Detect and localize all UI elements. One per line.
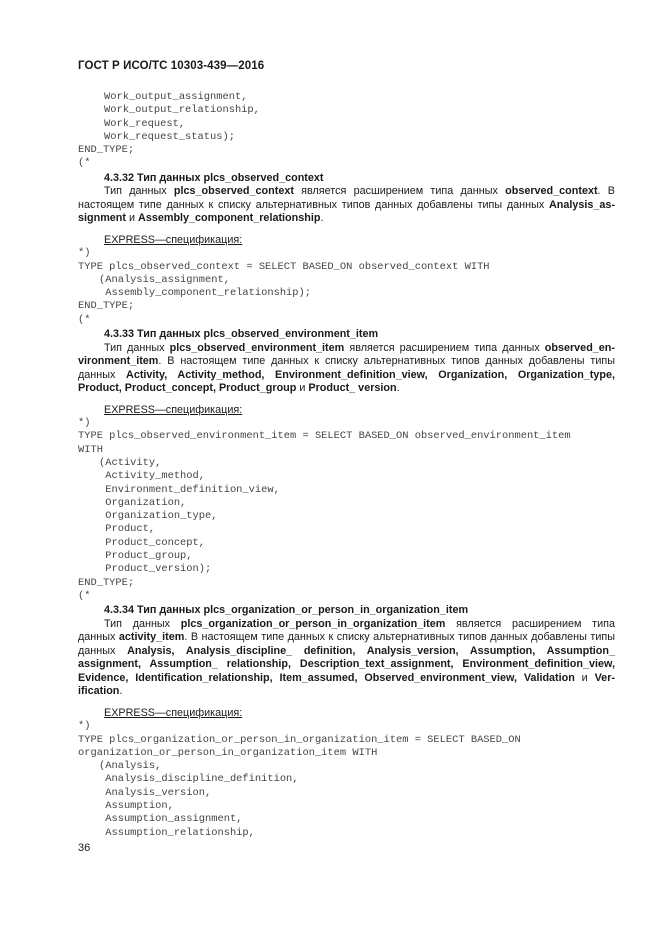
section-paragraph xyxy=(78,342,615,396)
text-run: и xyxy=(574,671,595,684)
code-line: (Activity, xyxy=(99,456,162,469)
bold-term: plcs_observed_context xyxy=(173,185,294,198)
text-run: Тип данных xyxy=(104,341,170,354)
code-line: Activity_method, xyxy=(99,470,206,483)
text-run: является расширением типа данных xyxy=(78,617,616,644)
code-line: Work_output_relationship, xyxy=(104,104,260,117)
bold-term: Product_ version xyxy=(308,382,397,395)
bold-term: Activity, Activity_method, Environment_definition_view, Organization, Organization_type, Product, Product_concept, Product_group xyxy=(78,368,616,395)
type-declaration-line: TYPE plcs_observed_context = SELECT BASED_ON observed_context WITH xyxy=(78,260,490,273)
end-type-line: END_TYPE; xyxy=(78,300,135,313)
bold-term: Assembly_component_relationship xyxy=(138,212,321,225)
code-line: Product, xyxy=(99,523,156,536)
bold-term: Ver-ification xyxy=(78,671,615,698)
bold-term: Analysis_as-signment xyxy=(78,198,615,225)
code-line: Assumption_relationship, xyxy=(99,826,255,839)
code-block-plcs-organization-item xyxy=(78,720,615,840)
type-declaration-line: TYPE plcs_organization_or_person_in_organization_item = SELECT BASED_ON xyxy=(78,733,521,746)
bold-term: observed_context xyxy=(505,185,598,198)
end-type-line: END_TYPE; xyxy=(78,144,135,157)
express-spec-label: EXPRESS—спецификация: xyxy=(104,403,243,416)
comment-close-line: *) xyxy=(78,247,91,260)
code-line: Product_concept, xyxy=(99,536,206,549)
bold-term: Analysis, Analysis_discipline_ definition, Analysis_version, Assumption, Assumption_ assignment, Assumption_ relationship, Description_text_assignment, Environment_definition_view, Evidence, Identification_relationship, Item_assumed, Observed_environment_view, Validation xyxy=(78,644,615,684)
page-content xyxy=(78,91,615,840)
text-run: и xyxy=(126,212,139,225)
express-spec-label: EXPRESS—спецификация: xyxy=(104,706,243,719)
text-run: . xyxy=(320,212,324,225)
bold-term: plcs_observed_environment_item xyxy=(169,341,345,354)
code-line: Assumption_assignment, xyxy=(99,813,243,826)
code-line: Assembly_component_relationship); xyxy=(99,287,312,300)
code-line: Product_group, xyxy=(99,550,193,563)
text-run: . xyxy=(119,685,123,698)
text-run: Тип данных xyxy=(104,185,174,198)
type-declaration-line: TYPE plcs_observed_environment_item = SELECT BASED_ON observed_environment_item xyxy=(78,430,571,443)
text-run: Тип данных xyxy=(104,617,181,630)
code-line: Work_request_status); xyxy=(104,130,235,143)
section-paragraph xyxy=(78,185,615,226)
express-spec-label: EXPRESS—спецификация: xyxy=(104,233,243,246)
code-line: Assumption, xyxy=(99,800,174,812)
bold-term: plcs_organization_or_person_in_organization_item xyxy=(180,617,446,630)
code-line: Analysis_version, xyxy=(99,786,212,799)
comment-open-line: (* xyxy=(78,313,91,326)
end-type-line: END_TYPE; xyxy=(78,576,135,589)
code-block-plcs-observed-environment-item xyxy=(78,417,615,603)
comment-close-line: *) xyxy=(78,417,91,430)
code-line: (Analysis_assignment, xyxy=(99,273,230,286)
type-declaration-line: organization_or_person_in_organization_item WITH xyxy=(78,746,378,759)
page-header-title: ГОСТ Р ИСО/ТС 10303-439—2016 xyxy=(78,60,265,72)
comment-open-line: (* xyxy=(78,157,91,170)
bold-term: observed_en-vironment_item xyxy=(78,341,615,368)
code-line: Work_output_assignment, xyxy=(104,91,248,103)
type-declaration-line: WITH xyxy=(78,443,103,456)
code-line: Organization_type, xyxy=(99,510,218,523)
code-line: (Analysis, xyxy=(99,760,162,773)
comment-close-line: *) xyxy=(78,720,91,733)
text-run: . В настоящем типе данных к списку альтернативных типов данных добавлены типы данных xyxy=(78,631,615,657)
comment-open-line: (* xyxy=(78,589,91,602)
page-number: 36 xyxy=(78,842,91,854)
text-run: . xyxy=(396,382,400,395)
text-run: является расширением типа данных xyxy=(293,185,506,198)
section-heading-4-3-32: 4.3.32 Тип данных plcs_observed_context xyxy=(104,171,324,184)
section-heading-4-3-34: 4.3.34 Тип данных plcs_organization_or_person_in_organization_item xyxy=(104,604,469,617)
code-line: Product_version); xyxy=(99,563,212,576)
bold-term: activity_item xyxy=(118,631,185,644)
text-run: . В настоящем типе данных к списку альтернативных типов данных добавлены типы данных xyxy=(78,185,616,211)
section-paragraph xyxy=(78,618,615,699)
code-line: Environment_definition_view, xyxy=(99,483,280,496)
text-run: и xyxy=(296,382,309,395)
text-run: . В настоящем типе данных к списку альтернативных типов данных добавлены типы данных xyxy=(78,355,615,381)
text-run: является расширением типа данных xyxy=(344,341,545,354)
code-line: Work_request, xyxy=(104,117,186,130)
code-block-work-output xyxy=(78,91,615,171)
section-heading-4-3-33: 4.3.33 Тип данных plcs_observed_environment_item xyxy=(104,328,379,341)
code-block-plcs-observed-context xyxy=(78,247,615,327)
code-line: Analysis_discipline_definition, xyxy=(99,773,299,786)
code-line: Organization, xyxy=(99,496,187,509)
